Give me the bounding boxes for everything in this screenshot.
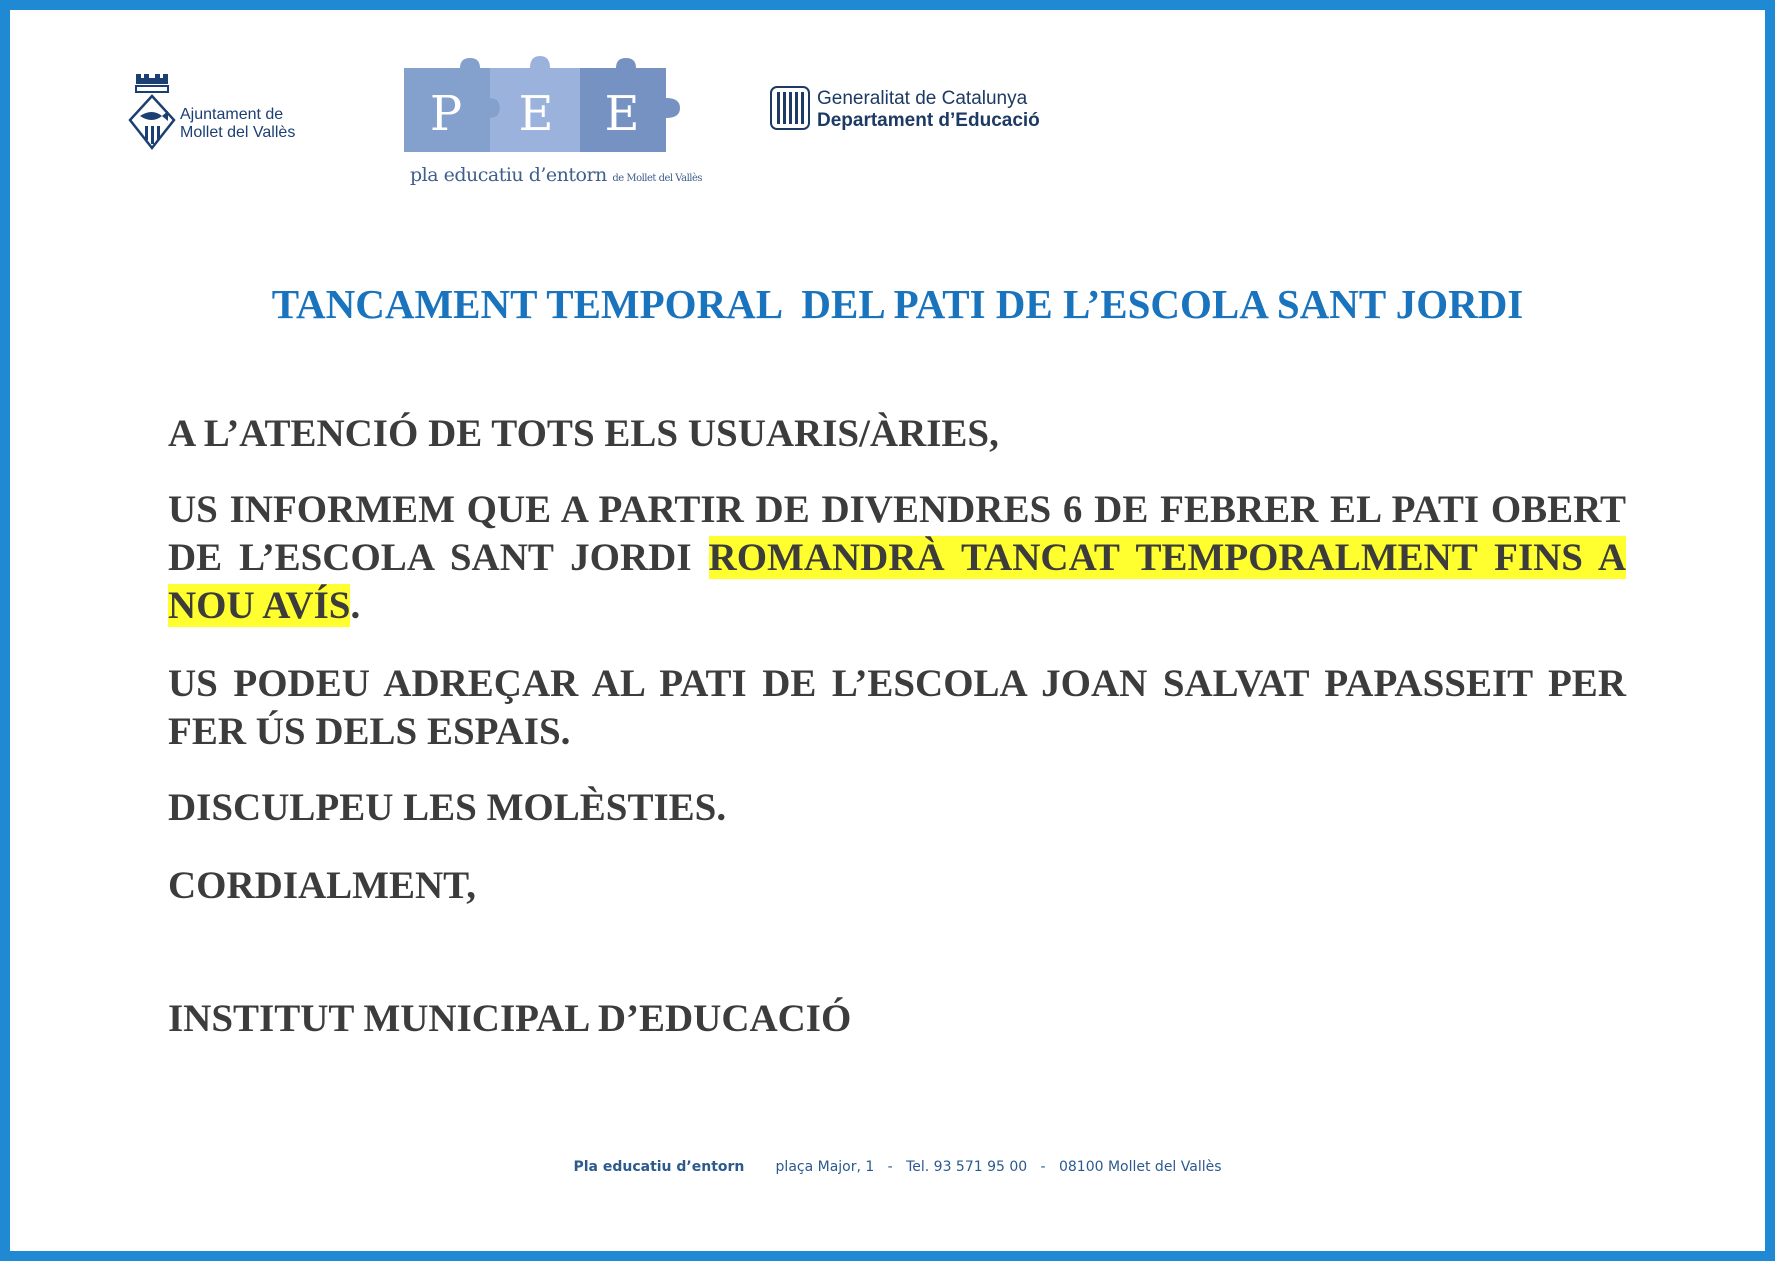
pee-caption	[410, 164, 702, 186]
ajuntament-name	[180, 106, 295, 142]
pee-caption-small: de Mollet del Vallès	[612, 173, 703, 184]
pee-letter-1: P	[429, 86, 463, 142]
greeting-paragraph: A L’ATENCIÓ DE TOTS ELS USUARIS/ÀRIES,	[168, 412, 999, 455]
footer-separator-1: -	[887, 1159, 893, 1175]
highlighted-closure-text: ROMANDRÀ TANCAT TEMPORALMENT FINS A NOU AVÍS	[168, 536, 1626, 627]
ajuntament-logo	[122, 70, 302, 160]
pee-logo	[398, 54, 703, 202]
footer-postal: 08100 Mollet del Vallès	[1058, 1159, 1222, 1175]
senyera-bars-icon	[770, 86, 810, 130]
footer-address: plaça Major, 1	[775, 1159, 875, 1175]
pee-letter-2: E	[518, 86, 554, 142]
pee-caption-main: pla educatiu d’entorn	[410, 164, 607, 186]
pee-letter-3: E	[604, 86, 640, 142]
puzzle-pieces-icon	[398, 54, 688, 164]
ajuntament-line2: Mollet del Vallès	[180, 124, 296, 141]
footer-separator-2: -	[1040, 1159, 1046, 1175]
info-period: .	[350, 584, 361, 627]
footer-contact	[10, 1159, 1775, 1175]
notice-title: TANCAMENT TEMPORAL DEL PATI DE L’ESCOLA SANT JORDI	[271, 281, 1524, 327]
footer-org: Pla educatiu d’entorn	[573, 1159, 745, 1175]
footer-phone: Tel. 93 571 95 00	[906, 1159, 1028, 1175]
generalitat-department: Departament d’Educació	[817, 110, 1040, 131]
info-paragraph	[168, 486, 1626, 630]
generalitat-logo	[770, 86, 1090, 136]
municipal-shield-icon	[128, 74, 176, 154]
apology-paragraph: DISCULPEU LES MOLÈSTIES.	[168, 786, 727, 829]
generalitat-name: Generalitat de Catalunya	[817, 88, 1028, 109]
redirect-paragraph: US PODEU ADREÇAR AL PATI DE L’ESCOLA JOAN SALVAT PAPASSEIT PER FER ÚS DELS ESPAIS.	[168, 662, 1626, 753]
info-text: US INFORMEM QUE A PARTIR DE DIVENDRES 6 DE FEBRER EL PATI OBERT DE L’ESCOLA SANT JORDI	[168, 488, 1626, 579]
signature: INSTITUT MUNICIPAL D’EDUCACIÓ	[168, 997, 852, 1040]
ajuntament-line1: Ajuntament de	[180, 106, 284, 123]
closing-paragraph: CORDIALMENT,	[168, 864, 477, 907]
